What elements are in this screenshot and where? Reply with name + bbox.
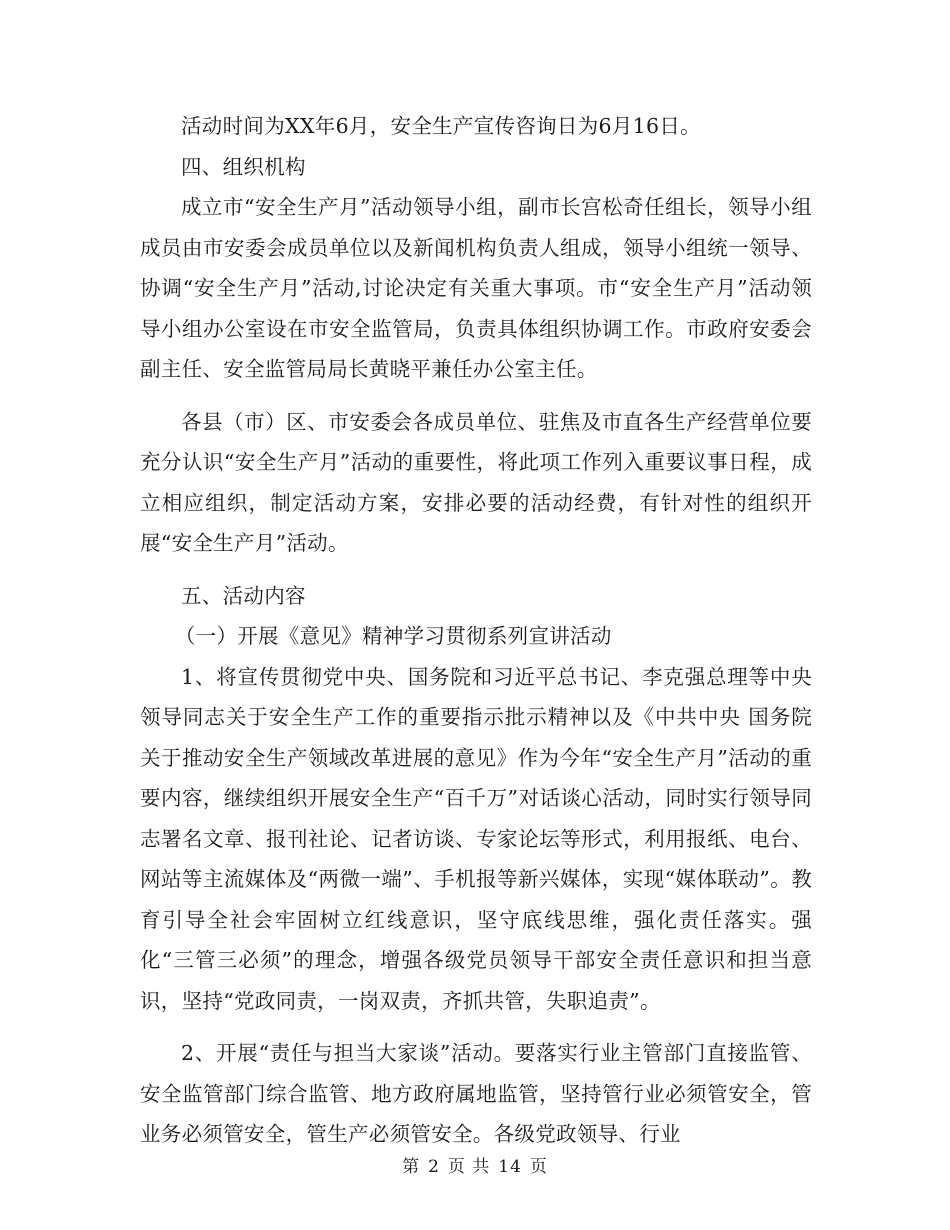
- footer-middle: 页 共: [447, 1157, 491, 1177]
- page-footer: [0, 1152, 950, 1177]
- paragraph-leading-group: 成立市“安全生产月”活动领导小组，副市长宫松奇任组长，领导小组成员由市安委会成员单位以及新闻机构负责人组成，领导小组统一领导、协调“安全生产月”活动,讨论决定有关重大事项。市“安全生产月”活动领导小组办公室设在市安全监管局，负责具体组织协调工作。市政府安委会副主任、安全监管局局长黄晓平兼任办公室主任。: [140, 195, 812, 381]
- paragraph-activity-time: 活动时间为XX年6月，安全生产宣传咨询日为6月16日。: [181, 114, 701, 138]
- footer-suffix: 页: [529, 1157, 548, 1177]
- document-body: [140, 106, 812, 1155]
- footer-total-pages: 14: [498, 1157, 522, 1177]
- footer-prefix: 第: [402, 1157, 421, 1177]
- subsection-heading-lectures: （一）开展《意见》精神学习贯彻系列宣讲活动: [174, 624, 612, 648]
- footer-current-page: 2: [428, 1157, 440, 1177]
- section-heading-activity-content: 五、活动内容: [181, 583, 306, 608]
- section-heading-organization: 四、组织机构: [181, 154, 306, 179]
- paragraph-units-requirements: 各县（市）区、市安委会各成员单位、驻焦及市直各生产经营单位要充分认识“安全生产月”活动的重要性，将此项工作列入重要议事日程，成立相应组织，制定活动方案，安排必要的活动经费，有针对性的组织开展“安全生产月”活动。: [140, 409, 812, 555]
- paragraph-item-2: 2、开展“责任与担当大家谈”活动。要落实行业主管部门直接监管、安全监管部门综合监管、地方政府属地监管，坚持管行业必须管安全，管业务必须管安全，管生产必须管安全。各级党政领导、行业: [140, 1041, 812, 1146]
- paragraph-item-1: 1、将宣传贯彻党中央、国务院和习近平总书记、李克强总理等中央领导同志关于安全生产工作的重要指示批示精神以及《中共中央 国务院关于推动安全生产领域改革进展的意见》作为今年“安全生产月”活动的重要内容，继续组织开展安全生产“百千万”对话谈心活动，同时实行领导同志署名文章、报刊社论、记者访谈、专家论坛等形式，利用报纸、电台、网站等主流媒体及“两微一端”、手机报等新兴媒体，实现“媒体联动”。教育引导全社会牢固树立红线意识，坚守底线思维，强化责任落实。强化“三管三必须”的理念，增强各级党员领导干部安全责任意识和担当意识，坚持“党政同责，一岗双责，齐抓共管，失职追责”。: [140, 664, 812, 1013]
